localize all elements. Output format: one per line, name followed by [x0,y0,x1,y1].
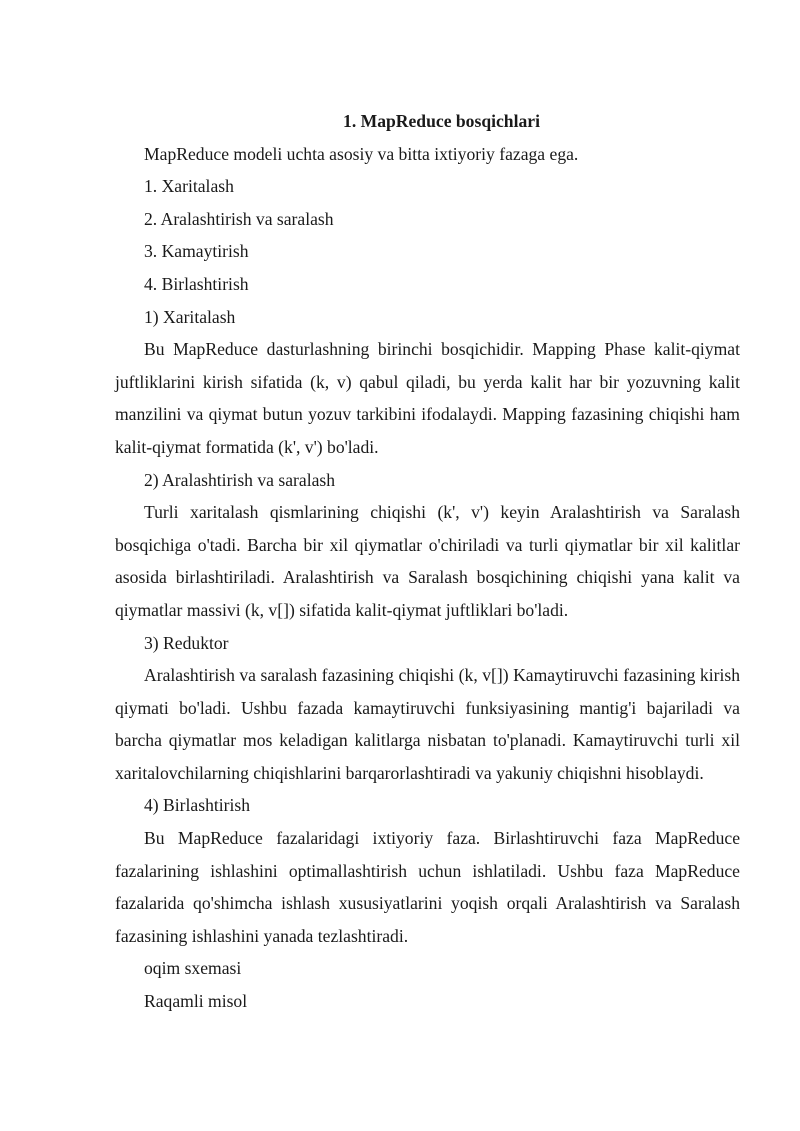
section-heading-combiner: 4) Birlashtirish [144,795,251,816]
list-item: 3. Kamaytirish [144,241,249,262]
list-item: 2. Aralashtirish va saralash [144,208,334,229]
section-body-shuffle-sort: Turli xaritalash qismlarining chiqishi (k', v') keyin Aralashtirish va Saralash bosqichiga o'tadi. Barcha bir xil qiymatlar o'chiriladi va turli qiymatlar bir xil kalitlar asosida birlashtiriladi. Aralashtirish va Saralash bosqichining chiqishi yana kalit va qiymatlar massivi (k, v[]) sifatida kalit-qiymat juftliklari bo'ladi. [115,502,740,620]
section-body-combiner: Bu MapReduce fazalaridagi ixtiyoriy faza. Birlashtiruvchi faza MapReduce fazalarining ishlashini optimallashtirish uchun ishlatiladi. Ushbu faza MapReduce fazalarida qo'shimcha ishlash xususiyatlarini yoqish orqali Aralashtirish va Saralash fazasining ishlashini yanada tezlashtiradi. [115,828,740,946]
flow-diagram-caption: oqim sxemasi [144,958,242,979]
section-heading-mapping: 1) Xaritalash [144,306,236,327]
numeric-example-caption: Raqamli misol [144,991,248,1012]
section-heading-shuffle-sort: 2) Aralashtirish va saralash [144,469,336,490]
section-body-reducer: Aralashtirish va saralash fazasining chiqishi (k, v[]) Kamaytiruvchi fazasining kirish qiymati bo'ladi. Ushbu fazada kamaytiruvchi funksiyasining mantig'i bajariladi va barcha qiymatlar mos keladigan kalitlarga nisbatan to'planadi. Kamaytiruvchi turli xil xaritalovchilarning chiqishlarini barqarorlashtiradi va yakuniy chiqishni hisoblaydi. [115,665,740,783]
list-item: 4. Birlashtirish [144,273,249,294]
page-title: 1. MapReduce bosqichlari [343,111,540,131]
list-item: 1. Xaritalash [144,176,234,197]
intro-line: MapReduce modeli uchta asosiy va bitta ixtiyoriy fazaga ega. [144,143,579,164]
section-body-mapping: Bu MapReduce dasturlashning birinchi bosqichidir. Mapping Phase kalit-qiymat juftliklarini kirish sifatida (k, v) qabul qiladi, bu yerda kalit har bir yozuvning kalit manzilini va qiymat butun yozuv tarkibini ifodalaydi. Mapping fazasining chiqishi ham kalit-qiymat formatida (k', v') bo'ladi. [115,339,740,457]
section-heading-reducer: 3) Reduktor [144,632,229,653]
document-page [115,105,740,1018]
